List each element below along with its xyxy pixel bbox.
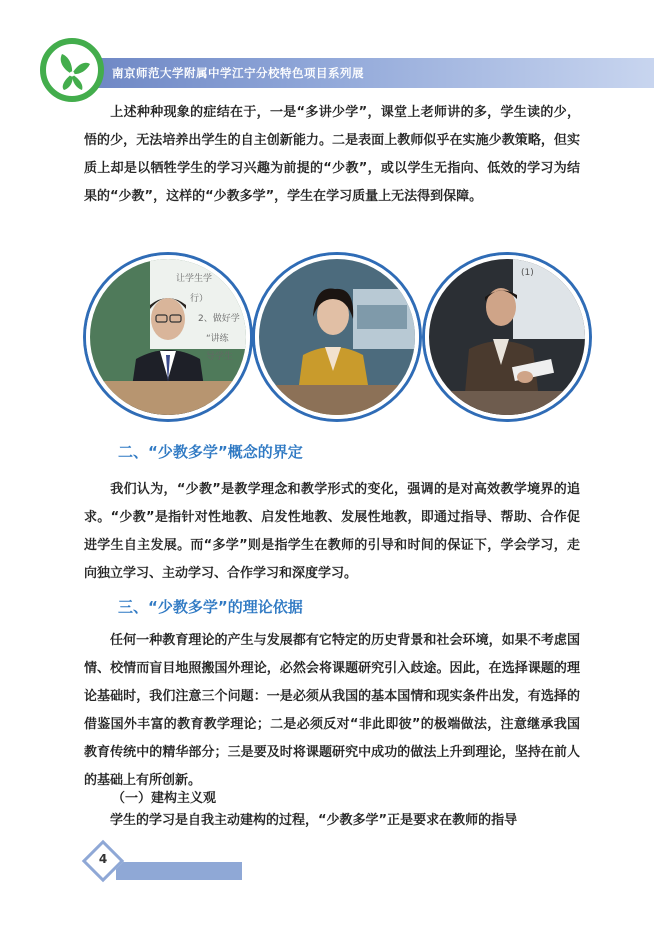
- header-band: [82, 58, 654, 88]
- paragraph-2: [84, 476, 580, 588]
- photo-teacher-1: [86, 255, 250, 419]
- photo-teacher-3: [425, 255, 589, 419]
- board-text: 2、做好学: [198, 314, 240, 324]
- footer-band: [116, 862, 242, 880]
- paragraph-3-text: 任何一种教育理论的产生与发展都有它特定的历史背景和社会环境，如果不考虑国情、校情而盲目地照搬国外理论，必然会将课题研究引入歧途。因此，在选择课题的理论基础时，我们注意三个问题：一是必须从我国的基本国情和现实条件出发，有选择的借鉴国外丰富的教育教学理论；二是必须反对“非此即彼”的极端做法，注意继承我国教育传统中的精华部分；三是要及时将课题研究中成功的做法上升到理论，坚持在前人的基础上有所创新。: [84, 633, 580, 788]
- header-title: 南京师范大学附属中学江宁分校特色项目系列展: [112, 66, 364, 80]
- page-number: 4: [98, 852, 108, 866]
- school-logo: [40, 38, 104, 102]
- photo-teacher-2: [255, 255, 419, 419]
- leaf-icon: [46, 44, 98, 96]
- subsection-heading-1: （一）建构主义观: [112, 791, 217, 806]
- board-text: 导学生: [206, 352, 234, 362]
- paragraph-1: [84, 99, 580, 211]
- paragraph-4-text: 学生的学习是自我主动建构的过程，“少教多学”正是要求在教师的指导: [110, 813, 518, 828]
- paragraph-1-text: 上述种种现象的症结在于，一是“多讲少学”，课堂上老师讲的多，学生读的少，悟的少，无法培养出学生的自主创新能力。二是表面上教师似乎在实施少教策略，但实质上却是以牺牲学生的学习兴趣为前提的“少教”，或以学生无指向、低效的学习为结果的“少教”，这样的“少教多学”，学生在学习质量上无法得到保障。: [84, 105, 580, 204]
- board-text: 让学生学: [176, 274, 213, 284]
- paragraph-3: [84, 627, 580, 795]
- section-heading-3: 三、“少教多学”的理论依据: [118, 598, 303, 616]
- board-text: (1): [521, 268, 534, 278]
- paragraph-4: [84, 807, 580, 835]
- board-text: “讲练: [206, 334, 229, 344]
- board-text: 行）: [190, 294, 209, 304]
- section-heading-2: 二、“少教多学”概念的界定: [118, 443, 303, 461]
- paragraph-2-text: 我们认为，“少教”是教学理念和教学形式的变化，强调的是对高效教学境界的追求。“少教”是指针对性地教、启发性地教、发展性地教，即通过指导、帮助、合作促进学生自主发展。而“多学”则是指学生在教师的引导和时间的保证下，学会学习，走向独立学习、主动学习、合作学习和深度学习。: [84, 482, 580, 581]
